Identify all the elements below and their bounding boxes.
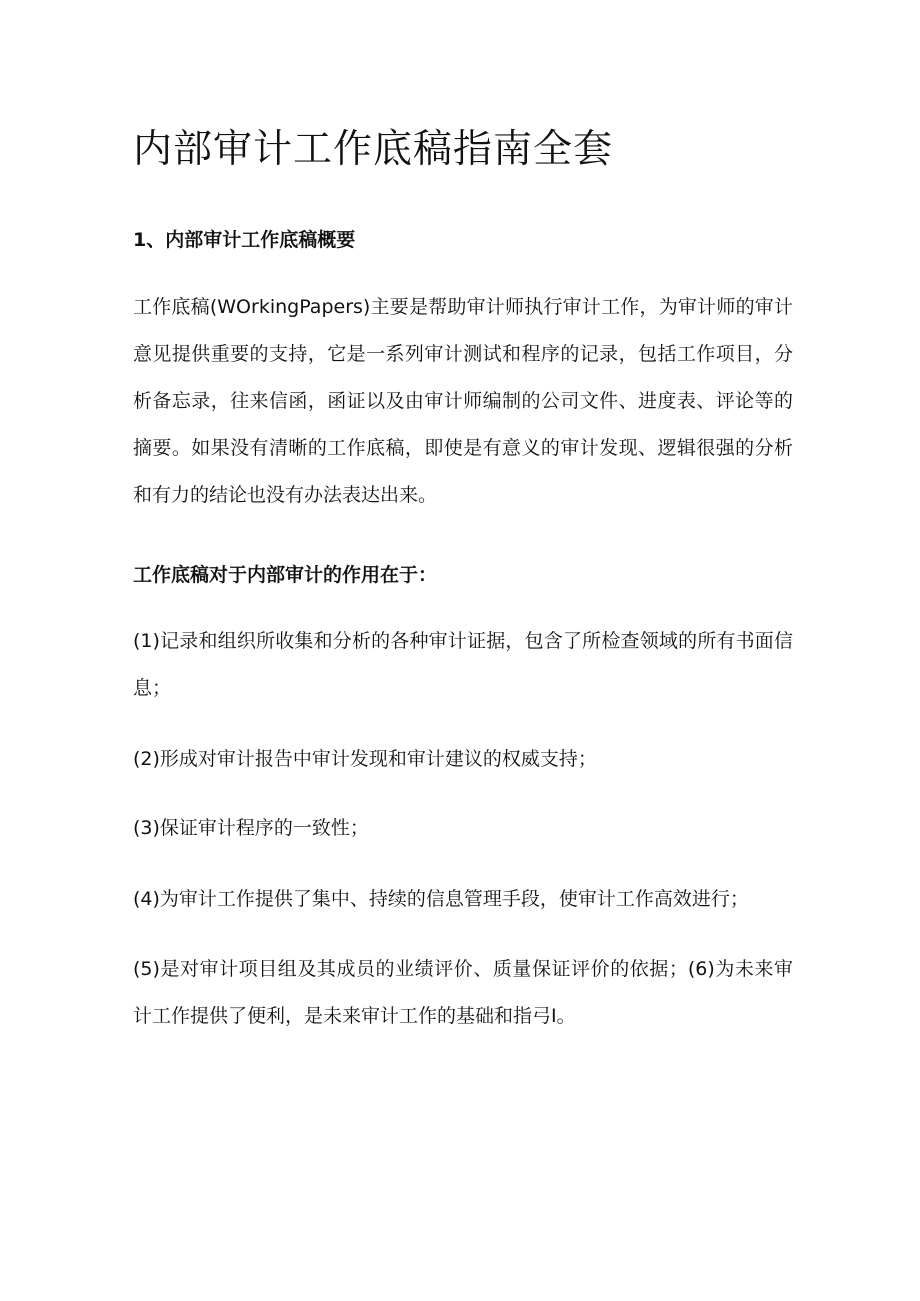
list-item: (3)保证审计程序的一致性； [133, 817, 369, 839]
list-item: (2)形成对审计报告中审计发现和审计建议的权威支持； [133, 748, 597, 770]
overview-paragraph: 工作底稿(WOrkingPapers)主要是帮助审计师执行审计工作，为审计师的审计意见提供重要的支持，它是一系列审计测试和程序的记录，包括工作项目，分析备忘录，往来信函，函证以及由审计师编制的公司文件、进度表、评论等的摘要。如果没有清晰的工作底稿，即使是有意义的审计发现、逻辑很强的分析和有力的结论也没有办法表达出来。 [133, 296, 793, 506]
section-heading-roles: 工作底稿对于内部审计的作用在于： [133, 564, 438, 586]
list-item: (1)记录和组织所收集和分析的各种审计证据，包含了所检查领域的所有书面信息； [133, 630, 793, 699]
list-item: (5)是对审计项目组及其成员的业绩评价、质量保证评价的依据；(6)为未来审计工作提供了便利，是未来审计工作的基础和指弓I。 [133, 958, 793, 1027]
list-item: (4)为审计工作提供了集中、持续的信息管理手段，使审计工作高效进行； [133, 888, 749, 910]
section-heading-overview: 1、内部审计工作底稿概要 [133, 229, 356, 251]
document-title: 内部审计工作底稿指南全套 [133, 127, 614, 172]
